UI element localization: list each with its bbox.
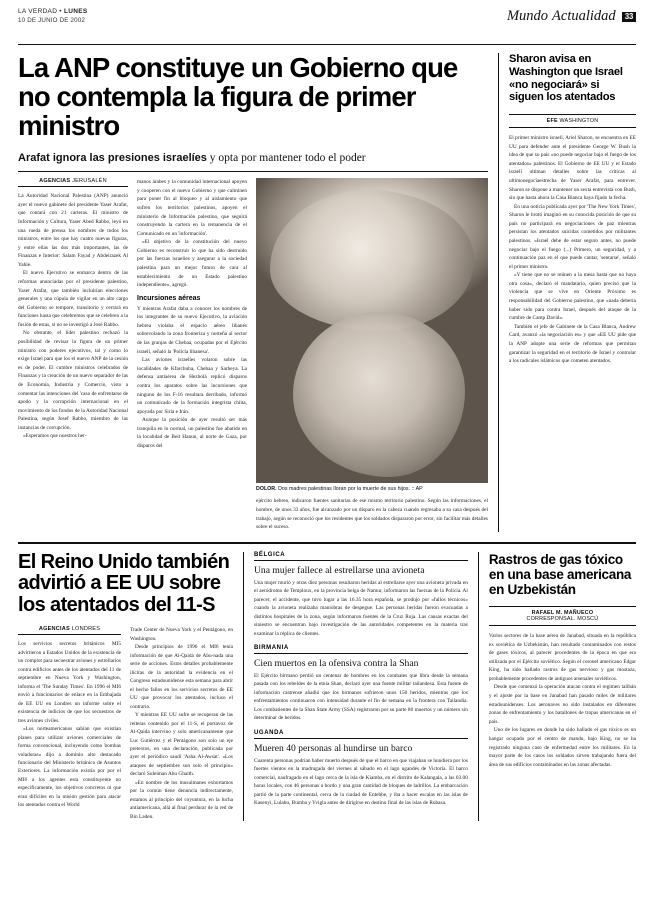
br-p3: Uno de los lugares en donde ha sido hallado el gas tóxico es un hangar ocupado por el centro de mando, bajo King, no se ha registrado ninguna caso de enfermedad entre los militares. En la mayor parte de los casos los soldados sirven trabajando fuera del área de sus edificios contaminados en las zonas afectadas.: [488, 727, 636, 768]
bl-c2-p1: Trade Center de Nueva York y el Pentágono, en Washington.: [130, 627, 233, 642]
lead-columns: [18, 178, 488, 531]
page-number-badge: 33: [622, 12, 636, 22]
lead-column-2: [137, 178, 247, 531]
brief-headline-uganda: Mueren 40 personas al hundirse un barco: [254, 742, 413, 754]
bottom-left-byline: [18, 626, 121, 635]
lead-c1-p2: El nuevo Ejecutivo se enmarca dentro de las reformas anunciadas por el presidente palestino, Yaser Arafat, que también incluirían elecciones generales y una cúpula de vigilar en un alto cargo del Gobierno se tempore, transitorio y cerrará en funciones hasta que celebremos que se celebren a la fusión de estas, si no se investigó a José Rabbo.: [18, 270, 129, 328]
masthead: [18, 8, 636, 42]
bottom-left-column-2: [130, 626, 233, 821]
sidebar-headline: Sharon avisa en Washington que Israel «no negociará» si siguen los atentados: [509, 53, 623, 104]
main-grid: [18, 53, 636, 532]
lead-column-1: [18, 178, 128, 531]
bottom-right-byline: [489, 606, 636, 626]
brief-kicker-birmania: BIRMANIA: [254, 645, 468, 654]
sidebar-p2: En una noticia publicada ayer por 'The New York Times', Sharon le brotó imaginó en su conocida posición de que su país no participará en negociaciones de paz mientras persistan los atentados suicidas cometidos por militantes palestinos. «Israel debe de estar seguro antes, no puede negociar bajo el fuego (...) Primero, un seguridad, y a continuación paz en el que puede cantar, 'sentarse', señaló el primer ministro.: [509, 203, 636, 270]
brief-body-belgica: Una mujer murió y otras diez personas resultaron heridas al estrellarse ayer una avioneta privada en el aeródromo de Temploux, en la provincia belga de Namur, informaron las fuerzas de la Policía. Al parecer, el accidente, que tuvo lugar a las 16.35 hora española, se produjo por «fallos técnicos» cuando la avioneta realizaba maniobras de despegue. Las personas heridas fueron evacuadas a distintos hospitales de la zona, según informaron fuentes de la Cruz Roja. Las causas exactas del siniestro se encuentran bajo investigación de las autoridades competentes en la materia tras examinar la réplica de clientes.: [254, 579, 468, 637]
photo-grieving-mothers: [256, 178, 488, 483]
sidebar-p3: «Y tiene que no se reúnen a la mesa hasta que no haya otra cosa», declaró el mandatario, quien precisó que la violencia que se vive en Oriente Próximo es responsabilidad del Gobierno palestino, que «nada debería haber sido para contra Israel, después del ataque de la cumbre de Camp David».: [509, 272, 636, 322]
lead-headline: La ANP constituye un Gobierno que no contempla la figura de primer ministro: [18, 52, 458, 142]
lead-subhead-rest: y opta por mantener todo el poder: [206, 152, 366, 165]
section-word-actualidad: Actualidad: [552, 8, 616, 24]
lead-subhead-rule: [18, 171, 488, 172]
sidebar-byline-city: WASHINGTON: [557, 118, 599, 125]
bl-c2-p4: «En nombre de los musulmanes exhortamos por la común tiene denuncia indirectamente, estamos al principio del coyuntura, en la lucha antiamericana, allá al final perdurar de la red de Bin Laden.: [130, 779, 233, 820]
brief-body-uganda: Cuarenta personas podrían haber muerto después de que el barco en que viajaban se hundiera por los fuertes vientos en la madrugada del viernes al sábado en el lago ugandés de Victoria. El barco comercial, naufragado en el lago cerca de la isla de Kiamba, en el distrito de Kalangala, a las 03.00 horas locales, con 46 personas a bordo y una gran cantidad de bloques de ladrillos. La embarcación partió de la parte continental, cerca de la ciudad de Entebbe, y iba a hacer escalas en las islas de Kasenyi, Lulabu, Bumba y Yvigla antes de dirigirse en destino final de las islas de Rubasa.: [254, 757, 468, 807]
brief-birmania: [254, 645, 468, 723]
bottom-section: [18, 552, 636, 822]
sidebar-byline: [509, 114, 636, 128]
bl-c2-p2: Desde principios de 1996 el MI6 tenía información de que Al-Qaida de Abu-nada una serie de acciones. Estos detalles probablemente ilícitas de la autoridad la evidencia en el Congreso estadounidense esta semana para abrir el hecho fallos en los servicios secretos de EE UU que provocar los atentados, incluso el contrario.: [130, 644, 233, 710]
bl-c1-p1: Los servicios secretos británicos MI5 advirtieron a Estados Unidos de la existencia de un complot para secuestrar aviones y estrellarlos contra edificios antes de los atentados del 11 de septiembre en Nueva York y Washington, informa el 'The Sunday Times'. En 1996 el MI6 envió a funcionarios de enlace en la Embajada de EE UU en Londres un informe sobre el existencia de indicios de que los secuestros de tres aviones civiles.: [18, 641, 121, 724]
bottom-left-columns: [18, 626, 233, 821]
lead-subhead-bold: Arafat ignora las presiones israelíes: [18, 152, 207, 165]
masthead-right: [507, 8, 636, 25]
bottom-right-byline-author: RAFAEL M. MAÑUECO: [531, 610, 594, 616]
lead-byline: [18, 178, 128, 187]
lead-c2-p3: Y mientras Arafat daba a conocer los nombres de los integrantes de su nuevo Ejecutivo, la aviación hebrea violaba el espacio aéreo libanés sobrevolando la zona fronteriza y norteña al sector de las granjas de Chebaa, ocupadas por el Ejército israelí, señaló la 'Policía libanesa'.: [137, 305, 247, 355]
photo-caption-label: DOLOR.: [256, 486, 277, 493]
lead-article: [18, 53, 488, 532]
bl-c2-p3: Y mientras EE UU sufre se recuperan de las reiteras contenido por el 11-S, el portavoz de Al-Qaida intervino y solo americanamente que Luc Gutiérrez y el Pentágono son solo un eje pretextos, en una declaración, publicada por ayer el periódico saudí 'Asha Al-Awsat'. «Los ataques de septiembre son solo el principio» declaró Suleiman Abu Ghaith.: [130, 712, 233, 778]
bottom-left-article: [18, 552, 233, 822]
publication-name: LA VERDAD: [18, 8, 58, 15]
sidebar-byline-agency: EFE: [546, 118, 558, 125]
masthead-weekday: LUNES: [63, 8, 88, 15]
masthead-rule: [18, 44, 636, 45]
bottom-right-headline: Rastros de gas tóxico en una base americana en Uzbekistán: [488, 551, 632, 597]
lead-c2-p5: Aunque la posición de ayer resultó ser más tranquila en lo normal, un palestino fue abatido en la localidad de Beit Hanun, al norte de Gaza, por disparos del: [137, 417, 247, 449]
brief-headline-belgica: Una mujer fallece al estrellarse una avioneta: [254, 564, 425, 576]
brief-kicker-uganda: UGANDA: [254, 730, 468, 739]
lead-c3-p1: ejército hebreo, indicaron fuentes sanitarias de ese mismo territorio palestino. Según las informaciones, el hombre, de unos 33 años, fue alcanzado por un disparo en la cabeza cuando regresaba a su casa después del trabajo, según se reconoció que los residentes que los soldados dispararon por error, sin facilitar más detalles sobre el suceso.: [256, 498, 488, 531]
bottom-right-byline-role: CORRESPONSAL. MOSCÚ: [526, 616, 599, 622]
section-title: [507, 8, 616, 25]
sidebar-article: [498, 53, 636, 532]
brief-headline-birmania: Cien muertos en la ofensiva contra la Shan: [254, 657, 419, 669]
masthead-publication-line: [18, 8, 88, 16]
bl-c1-p2: «Los norteamericanos sabían que existían planes para utilizar aviones comerciales de forma convencional, incluyendo como bombas voladoras» dijo a dominio alto destacado funcionario del Ministerio británico de Asuntos Exteriores. La información existía por por el MI6 a los agentes esta constituyente no específicamente, los objetivos concretos ni que eran difíciles en la misión gestión para atacar los atentados contra el World: [18, 726, 121, 809]
section-word-mundo: Mundo: [506, 8, 549, 24]
lead-subhead: [18, 152, 488, 166]
masthead-date: 10 DE JUNIO DE 2002: [18, 17, 86, 25]
bottom-left-headline: El Reino Unido también advirtió a EE UU sobre los atentados del 11-S: [18, 550, 230, 616]
bottom-middle-briefs: [243, 552, 468, 822]
lead-c2-p4: Las aviones israelíes volaron sobre las localidades de Kfarchuba, Chebaa y Sarheya. La defensa antiaérea de Hezbolá replicó disparos contra los aparatos sobre las incursiones que ninguno de los F-16 resultara derribado, informó un comunicado de la formación integrista chiita, apoyada por Siria e Irán.: [137, 357, 247, 415]
bottom-left-byline-city: LONDRES: [69, 626, 101, 633]
brief-uganda: [254, 730, 468, 808]
lead-byline-city: JERUSALÉN: [70, 178, 107, 185]
lead-c2-p2: «El objetivo de la constitución del nuevo Gobierno es reconstruir lo que ha sido destruido por las fuerzas israelíes y asegurar a la sociedad palestina para un mejor futuro de cara al establecimiento de un Estado palestino independiente», agregó.: [137, 239, 247, 289]
masthead-separator: •: [59, 8, 62, 15]
lead-c1-p4: «Esperamos que nuestros her-: [23, 433, 87, 440]
masthead-left: [18, 8, 88, 25]
bottom-left-column-1: [18, 626, 121, 821]
lead-photo-block: [256, 178, 488, 531]
lead-subsection-heading: Incursiones aéreas: [137, 294, 201, 302]
lead-byline-agency: AGENCIAS: [39, 178, 71, 185]
brief-belgica: [254, 552, 468, 638]
sidebar-p1: El primer ministro israelí, Ariel Sharon, se encuentra en EE UU para defender ante el presidente George W. Bush la idea de que su país «no puede negociar bajo el fuego de los atentados» palestinos. El Gobierno de EE UU y el Estado israelí ultiman detalles sobre las críticas al ultimonegociaestrecha de Yaser Arafat, para entrever. Sharon se dispone a mantener un sexta entrevista con Bush, sin que hasta ahora la Casa Blanca haya fijado la fecha.: [509, 135, 636, 202]
lead-c1-p1: La Autoridad Nacional Palestina (ANP) anunció ayer el nuevo gabinete del presidente Yaser Arafat, que contará con 21 carteras. El ministro de Información y Cultura, Yaser Abed Rabbo, leyó en una rueda de prensa los nombres de todos los ministros, entre los que hay cuatro nuevas figuras, y entre ellas las dos más importantes, las de Finanzas e Interior: Salam Fayad y Abdelrazek Al Yahie.: [18, 193, 128, 268]
photo-caption-text: Dos madres palestinas lloran por la muerte de sus hijos. :: AP: [276, 486, 423, 493]
section-divider-rule: [18, 542, 636, 544]
lead-c2-p1: manos árabes y la comunidad internacional apoyen y cooperen con el nuevo Gobierno y que culminen para poner fin al bloqueo y al aislamiento que sufren los territorios palestinos, apoyen el ministerio de Información palestino, que seguirá construyendo la cartera en la remanencia de el Comunicado en un 'información'.: [137, 179, 247, 237]
bottom-left-byline-agency: AGENCIAS: [38, 626, 70, 633]
bottom-right-article: [478, 552, 636, 822]
br-p2: Desde que comenzó la operación atacan contra el regimen talibán y el ajuste por la base en Janabad han pasado miles de militares estadounidenses. Los aeronaves no sido instalados en diferentes zonas de enfrentamiento y los batallones de tropas americanas en el país.: [488, 684, 636, 725]
brief-kicker-belgica: BÉLGICA: [254, 552, 468, 561]
brief-body-birmania: El Ejército birmano perdió un centenar de hombres en los combates que libra desde la semana pasada con los rebeldes de la etnia Shan, declaró ayer una fuente militar tailandesa. Esta fuente de información castrense añadió que los birmanos sufrieron unos 150 heridos, mientras que los enfrentamientos continuaron con intensidad durante el fin de semana en la frontera con Tailandia. Los combatientes de la Shan State Army (SSA) registraron por su parte 80 muertos y un número sin determinar de heridos.: [254, 673, 468, 722]
photo-caption: [256, 486, 488, 493]
br-p1: Varios sectores de la base aérea de Janabad, situada en la república ex soviética de Uzbekistán, han resultado contaminados con restos de gases tóxicos, al parecer procedentes de la época en que era utilizada por el Ejército soviético. Según el coronel americano Edgar King, ha sido hallado rastros de gas nervioso y gas mostaza, probablemente procedentes de antiguos arsenales soviéticos.: [488, 633, 636, 682]
lead-c1-p3: No obstante, el líder palestino rechazó la posibilidad de revisar la figura de un primer ministro con poderes ejecutivos, tal y como lo exige Israel para que los el nuevo ANP de la cesión es de poder. El cumbre ministros celebrados de Finanzas y la creación de un nuevo separador de las de Economía, Industria y Comercio, visto a comentar las intenciones del 'caso de enfrentarse de apodo y la corrupción internacional en el movimiento de los fondos de la Autoridad Nacional Palestina, según Josef Rabbo, miembro de las instancias de corrupción.: [18, 330, 128, 431]
sidebar-p4: También el jefe de Gabinete de la Casa Blanca, Andrew Card, avanzó «la negociación es» y que «EE UU pide que la ANP adopte una serie de reformas que permitan garantizar la seguridad en el territorio de Israel y controlar a los radicales islámicos que cometen atentados.: [509, 323, 636, 365]
